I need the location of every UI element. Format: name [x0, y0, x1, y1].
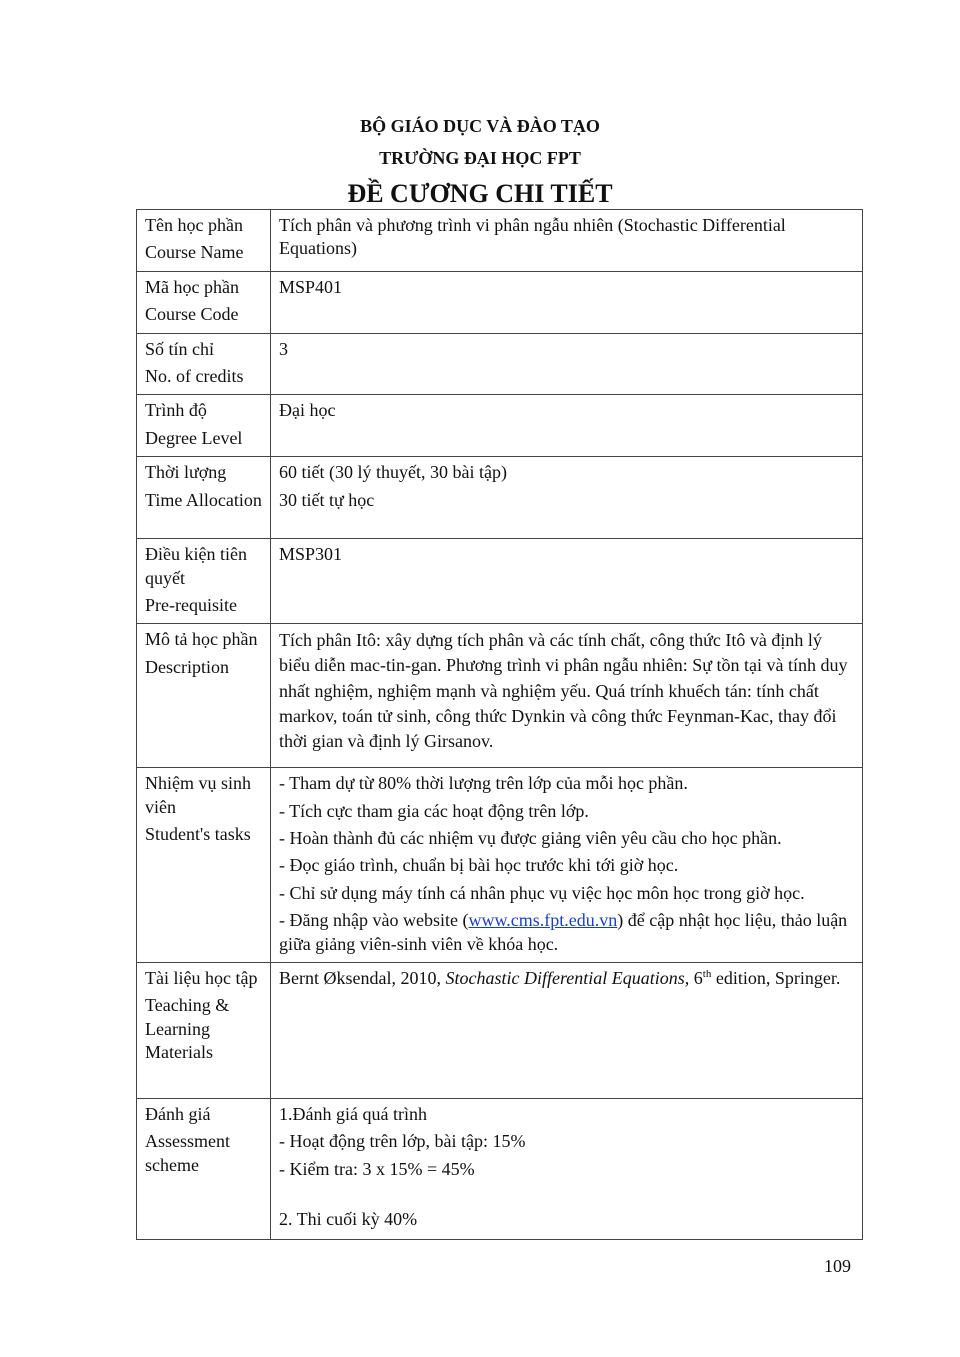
syllabus-table: [136, 209, 863, 1240]
task-item: - Tích cực tham gia các hoạt động trên lớp.: [279, 800, 589, 821]
task-item: - Đọc giáo trình, chuẩn bị bài học trước khi tới giờ học.: [279, 855, 679, 876]
table-row-credits: [137, 333, 863, 395]
label-vi: Đánh giá: [145, 1104, 211, 1125]
table-row-course-code: [137, 271, 863, 333]
time-value: [271, 457, 863, 539]
university-heading: TRƯỜNG ĐẠI HỌC FPT: [379, 148, 581, 168]
task-item: [279, 909, 854, 956]
row-label: [137, 539, 271, 624]
assessment-line: - Kiểm tra: 3 x 15% = 45%: [279, 1158, 475, 1179]
label-vi: Nhiệm vụ sinh viên: [145, 773, 251, 817]
row-label: [137, 210, 271, 272]
cms-website-link[interactable]: www.cms.fpt.edu.vn: [468, 910, 618, 931]
book-publisher: edition, Springer.: [711, 968, 841, 989]
row-label: [137, 271, 271, 333]
label-en: Pre-requisite: [145, 594, 237, 615]
row-label: [137, 395, 271, 457]
label-en: Description: [145, 656, 229, 677]
assessment-line: - Hoạt động trên lớp, bài tập: 15%: [279, 1131, 526, 1152]
table-row-tasks: [137, 768, 863, 963]
prereq-value: MSP301: [271, 539, 863, 624]
label-vi: Mô tả học phần: [145, 629, 258, 650]
materials-value: [271, 963, 863, 1099]
document-title: ĐỀ CƯƠNG CHI TIẾT: [347, 179, 613, 208]
book-edition: , 6: [684, 968, 703, 989]
ministry-heading: BỘ GIÁO DỤC VÀ ĐÀO TẠO: [360, 116, 600, 136]
row-label: [137, 333, 271, 395]
label-vi: Trình độ: [145, 400, 207, 421]
label-en: Time Allocation: [145, 489, 262, 510]
label-en: Student's tasks: [145, 824, 251, 845]
table-row-prereq: [137, 539, 863, 624]
label-en: Teaching & Learning Materials: [145, 995, 230, 1063]
assessment-value: [271, 1099, 863, 1240]
degree-value: Đại học: [271, 395, 863, 457]
task-item: - Hoàn thành đủ các nhiệm vụ được giảng viên yêu cầu cho học phần.: [279, 828, 782, 849]
task-item: - Tham dự từ 80% thời lượng trên lớp của mỗi học phần.: [279, 773, 688, 794]
table-row-assessment: [137, 1099, 863, 1240]
assessment-final: 2. Thi cuối kỳ 40%: [279, 1209, 418, 1230]
course-code-value: MSP401: [271, 271, 863, 333]
label-vi: Tài liệu học tập: [145, 968, 258, 989]
label-en: Assessment scheme: [145, 1131, 230, 1175]
label-vi: Mã học phần: [145, 276, 239, 297]
assessment-line: 1.Đánh giá quá trình: [279, 1104, 427, 1125]
table-row-description: [137, 624, 863, 768]
table-row-materials: [137, 963, 863, 1099]
tasks-value: [271, 768, 863, 963]
row-label: [137, 1099, 271, 1240]
row-label: [137, 457, 271, 539]
table-row-course-name: [137, 210, 863, 272]
table-row-time: [137, 457, 863, 539]
label-en: Course Code: [145, 304, 239, 325]
task-text: ) để cập nhật học liệu, thảo luận giữa giảng viên-sinh viên về khóa học.: [279, 910, 848, 954]
row-label: [137, 624, 271, 768]
label-en: Course Name: [145, 242, 244, 263]
edition-superscript: th: [702, 968, 712, 981]
label-en: No. of credits: [145, 365, 244, 386]
book-author: Bernt Øksendal, 2010,: [279, 968, 446, 989]
task-text: - Đăng nhập vào website (: [279, 910, 469, 931]
table-row-degree: [137, 395, 863, 457]
task-item: - Chỉ sử dụng máy tính cá nhân phục vụ việc học môn học trong giờ học.: [279, 882, 805, 903]
time-line: 60 tiết (30 lý thuyết, 30 bài tập): [279, 462, 507, 483]
book-title: Stochastic Differential Equations: [445, 968, 685, 989]
row-label: [137, 768, 271, 963]
row-label: [137, 963, 271, 1099]
label-vi: Tên học phần: [145, 215, 243, 235]
page-number: 109: [824, 1256, 851, 1276]
description-value: Tích phân Itô: xây dựng tích phân và các tính chất, công thức Itô và định lý biểu diễn mac-tin-gan. Phương trình vi phân ngẫu nhiên: Sự tồn tại và tính duy nhất nghiệm, nghiệm mạnh và nghiệm yếu. Quá trính khuếch tán: tính chất markov, toán tử sinh, công thức Dynkin và công thức Feynman-Kac, thay đổi thời gian và định lý Girsanov.: [271, 624, 863, 768]
label-vi: Thời lượng: [145, 462, 227, 483]
label-en: Degree Level: [145, 427, 243, 448]
label-vi: Số tín chỉ: [145, 338, 215, 359]
course-name-value: Tích phân và phương trình vi phân ngẫu nhiên (Stochastic Differential Equations): [271, 210, 863, 272]
credits-value: 3: [271, 333, 863, 395]
time-line: 30 tiết tự học: [279, 489, 375, 510]
label-vi: Điều kiện tiên quyết: [145, 544, 247, 588]
